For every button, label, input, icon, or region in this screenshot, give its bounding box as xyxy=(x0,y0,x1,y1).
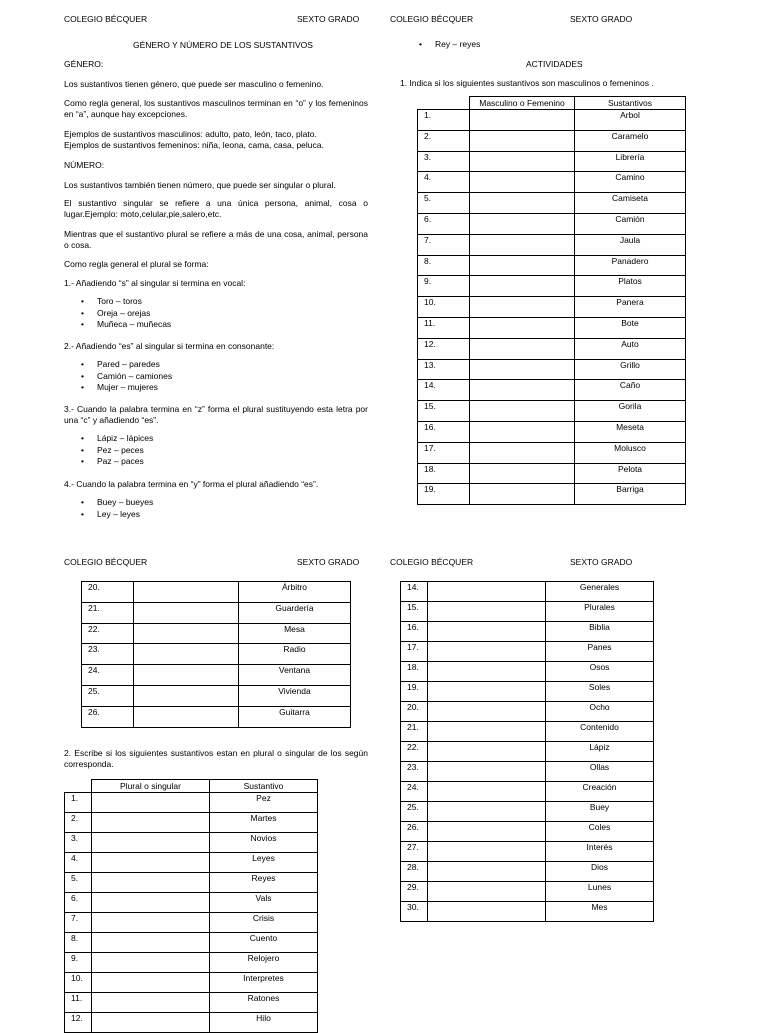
p3-block xyxy=(64,129,368,151)
row-number: 17. xyxy=(401,642,428,662)
noun-cell: Coles xyxy=(546,822,654,842)
noun-cell: Arbol xyxy=(575,110,686,131)
noun-cell: Buey xyxy=(546,802,654,822)
list-item: • Mujer – mujeres xyxy=(81,382,368,394)
genero-section xyxy=(64,59,368,70)
answer-cell[interactable] xyxy=(134,644,239,665)
noun-cell: Mes xyxy=(546,902,654,922)
row-number: 30. xyxy=(401,902,428,922)
list-item: • Camión – camiones xyxy=(81,371,368,383)
noun-cell: Vivienda xyxy=(239,685,351,706)
noun-cell: Caramelo xyxy=(575,130,686,151)
answer-cell[interactable] xyxy=(92,853,210,873)
noun-cell: Soles xyxy=(546,682,654,702)
answer-cell[interactable] xyxy=(470,421,575,442)
answer-cell[interactable] xyxy=(428,702,546,722)
row-number: 1. xyxy=(418,110,470,131)
answer-cell[interactable] xyxy=(470,193,575,214)
row-number: 29. xyxy=(401,882,428,902)
table-row xyxy=(418,151,686,172)
table-number-body xyxy=(65,793,318,1033)
answer-cell[interactable] xyxy=(92,813,210,833)
row-number: 3. xyxy=(418,151,470,172)
row-number: 7. xyxy=(418,234,470,255)
noun-cell: Panes xyxy=(546,642,654,662)
answer-cell[interactable] xyxy=(470,151,575,172)
table-row xyxy=(418,484,686,505)
table-gender xyxy=(417,96,686,505)
answer-cell[interactable] xyxy=(92,913,210,933)
activity2-block xyxy=(64,748,368,770)
table-row xyxy=(418,213,686,234)
table-row xyxy=(418,255,686,276)
rule1-list xyxy=(81,296,368,331)
table-row xyxy=(401,682,654,702)
table-row xyxy=(65,993,318,1013)
answer-cell[interactable] xyxy=(470,110,575,131)
row-number: 28. xyxy=(401,862,428,882)
activities-title: ACTIVIDADES xyxy=(526,59,583,69)
noun-cell: Ollas xyxy=(546,762,654,782)
row-number: 25. xyxy=(401,802,428,822)
answer-cell[interactable] xyxy=(470,172,575,193)
noun-cell: Dios xyxy=(546,862,654,882)
header-school-br: COLEGIO BÉCQUER xyxy=(390,557,474,567)
answer-cell[interactable] xyxy=(134,665,239,686)
noun-cell: Pelota xyxy=(575,463,686,484)
table-row xyxy=(82,582,351,603)
answer-cell[interactable] xyxy=(470,380,575,401)
col-header-noun2: Sustantivo xyxy=(210,780,318,793)
row-number: 3. xyxy=(65,833,92,853)
table-row xyxy=(401,882,654,902)
row-number: 9. xyxy=(65,953,92,973)
table-row xyxy=(418,442,686,463)
rule1-text: 1.- Añadiendo “s” al singular si termina en vocal: xyxy=(64,278,246,288)
noun-cell: Reyes xyxy=(210,873,318,893)
row-number: 11. xyxy=(65,993,92,1013)
row-number: 18. xyxy=(418,463,470,484)
answer-cell[interactable] xyxy=(92,933,210,953)
noun-cell: Gorila xyxy=(575,401,686,422)
table-row xyxy=(418,297,686,318)
row-number: 7. xyxy=(65,913,92,933)
answer-cell[interactable] xyxy=(470,484,575,505)
p4-block xyxy=(64,180,368,191)
table-number-corner xyxy=(65,780,92,793)
p6-block xyxy=(64,229,368,251)
header-grade-br: SEXTO GRADO xyxy=(570,557,633,567)
table-number-continued-body xyxy=(401,582,654,922)
noun-cell: Osos xyxy=(546,662,654,682)
row-number: 20. xyxy=(401,702,428,722)
answer-cell[interactable] xyxy=(470,276,575,297)
p7-block xyxy=(64,259,368,270)
table-number-continued xyxy=(400,581,654,922)
singular-definition: El sustantivo singular se refiere a una única persona, animal, cosa o lugar.Ejemplo: moto,celular,pie,salero,etc. xyxy=(64,198,368,219)
table-row xyxy=(418,380,686,401)
answer-cell[interactable] xyxy=(92,973,210,993)
rule4-list xyxy=(81,497,368,520)
table-row xyxy=(401,782,654,802)
answer-cell[interactable] xyxy=(428,782,546,802)
table-row xyxy=(401,622,654,642)
answer-cell[interactable] xyxy=(428,902,546,922)
list-item: • Paz – paces xyxy=(81,456,368,468)
table-row xyxy=(401,662,654,682)
noun-cell: Panadero xyxy=(575,255,686,276)
activity2-instruction: 2. Escribe si los siguientes sustantivos estan en plural o singular de los según corresponda. xyxy=(64,748,368,769)
noun-cell: Auto xyxy=(575,338,686,359)
noun-cell: Lápiz xyxy=(546,742,654,762)
list-item: • Muñeca – muñecas xyxy=(81,319,368,331)
row-number: 14. xyxy=(401,582,428,602)
noun-cell: Generales xyxy=(546,582,654,602)
noun-cell: Ratones xyxy=(210,993,318,1013)
noun-cell: Hilo xyxy=(210,1013,318,1033)
table-row xyxy=(65,853,318,873)
list-item: • Toro – toros xyxy=(81,296,368,308)
row-number: 27. xyxy=(401,842,428,862)
noun-cell: Biblia xyxy=(546,622,654,642)
answer-cell[interactable] xyxy=(470,255,575,276)
rule3-block xyxy=(64,404,368,468)
row-number: 5. xyxy=(418,193,470,214)
header-school-tr: COLEGIO BÉCQUER xyxy=(390,14,474,24)
noun-cell: Radio xyxy=(239,644,351,665)
row-number: 4. xyxy=(418,172,470,193)
answer-cell[interactable] xyxy=(92,833,210,853)
row-number: 24. xyxy=(401,782,428,802)
table-row xyxy=(401,642,654,662)
table-gender-continued xyxy=(81,581,351,728)
table-row xyxy=(82,665,351,686)
table-row xyxy=(418,172,686,193)
row-number: 21. xyxy=(401,722,428,742)
noun-cell: Mesa xyxy=(239,623,351,644)
answer-cell[interactable] xyxy=(134,602,239,623)
answer-cell[interactable] xyxy=(470,297,575,318)
answer-cell[interactable] xyxy=(134,706,239,727)
table-row xyxy=(401,702,654,722)
noun-cell: Camiseta xyxy=(575,193,686,214)
answer-cell[interactable] xyxy=(428,582,546,602)
noun-cell: Guardería xyxy=(239,602,351,623)
row-number: 11. xyxy=(418,317,470,338)
table-row xyxy=(65,833,318,853)
answer-cell[interactable] xyxy=(92,953,210,973)
row-number: 13. xyxy=(418,359,470,380)
header-grade-tr: SEXTO GRADO xyxy=(570,14,633,24)
row-number: 21. xyxy=(82,602,134,623)
rule3-list xyxy=(81,433,368,468)
table-row xyxy=(401,822,654,842)
noun-cell: Librería xyxy=(575,151,686,172)
table-row xyxy=(418,338,686,359)
activity1-instruction: 1. Indica si los siguientes sustantivos son masculinos o femeninos . xyxy=(400,78,654,88)
row-number: 19. xyxy=(418,484,470,505)
noun-cell: Contenido xyxy=(546,722,654,742)
row-number: 8. xyxy=(418,255,470,276)
list-item: • Ley – leyes xyxy=(81,509,368,521)
answer-cell[interactable] xyxy=(428,722,546,742)
answer-cell[interactable] xyxy=(428,802,546,822)
noun-cell: Camino xyxy=(575,172,686,193)
row-number: 15. xyxy=(401,602,428,622)
answer-cell[interactable] xyxy=(92,893,210,913)
noun-cell: Platos xyxy=(575,276,686,297)
list-item: • Lápiz – lápices xyxy=(81,433,368,445)
table-row xyxy=(418,359,686,380)
rule2-text: 2.- Añadiendo “es” al singular si termina en consonante: xyxy=(64,341,275,351)
noun-cell: Meseta xyxy=(575,421,686,442)
table-gender-corner xyxy=(418,97,470,110)
noun-cell: Martes xyxy=(210,813,318,833)
table-row xyxy=(82,623,351,644)
row-number: 6. xyxy=(65,893,92,913)
row-number: 1. xyxy=(65,793,92,813)
rule2-list xyxy=(81,359,368,394)
row-number: 14. xyxy=(418,380,470,401)
answer-cell[interactable] xyxy=(92,993,210,1013)
row-number: 2. xyxy=(418,130,470,151)
answer-cell[interactable] xyxy=(470,359,575,380)
answer-cell[interactable] xyxy=(92,873,210,893)
header-grade-tl: SEXTO GRADO xyxy=(297,14,360,24)
noun-cell: Interpretes xyxy=(210,973,318,993)
table-row xyxy=(65,913,318,933)
row-number: 6. xyxy=(418,213,470,234)
answer-cell[interactable] xyxy=(428,842,546,862)
noun-cell: Relojero xyxy=(210,953,318,973)
answer-cell[interactable] xyxy=(470,234,575,255)
table-row xyxy=(82,602,351,623)
table-row xyxy=(65,793,318,813)
plural-rule-intro: Como regla general el plural se forma: xyxy=(64,259,209,269)
table-row xyxy=(401,742,654,762)
rule1-block xyxy=(64,278,368,331)
noun-cell: Caño xyxy=(575,380,686,401)
table-row xyxy=(418,317,686,338)
row-number: 16. xyxy=(418,421,470,442)
noun-cell: Cuento xyxy=(210,933,318,953)
row-number: 2. xyxy=(65,813,92,833)
noun-cell: Creación xyxy=(546,782,654,802)
answer-cell[interactable] xyxy=(428,682,546,702)
row-number: 5. xyxy=(65,873,92,893)
row-number: 19. xyxy=(401,682,428,702)
table-row xyxy=(418,463,686,484)
p2-block xyxy=(64,98,368,120)
table-row xyxy=(401,602,654,622)
row-number: 17. xyxy=(418,442,470,463)
row-number: 26. xyxy=(82,706,134,727)
table-row xyxy=(65,873,318,893)
rule2-block xyxy=(64,341,368,394)
noun-cell: Panera xyxy=(575,297,686,318)
list-item: • Oreja – orejas xyxy=(81,308,368,320)
rule3-text: 3.- Cuando la palabra termina en “z” forma el plural sustituyendo esta letra por una “c” y añadiendo “es”. xyxy=(64,404,368,425)
answer-cell[interactable] xyxy=(470,213,575,234)
noun-cell: Interés xyxy=(546,842,654,862)
answer-cell[interactable] xyxy=(428,862,546,882)
col-header-gender: Masculino o Femenino xyxy=(470,97,575,110)
row-number: 8. xyxy=(65,933,92,953)
answer-cell[interactable] xyxy=(428,742,546,762)
header-grade-bl: SEXTO GRADO xyxy=(297,557,360,567)
answer-cell[interactable] xyxy=(470,401,575,422)
p5-block xyxy=(64,198,368,220)
noun-cell: Grillo xyxy=(575,359,686,380)
header-school-bl: COLEGIO BÉCQUER xyxy=(64,557,148,567)
table-row xyxy=(65,973,318,993)
row-number: 23. xyxy=(401,762,428,782)
noun-cell: Árbitro xyxy=(239,582,351,603)
table-row xyxy=(418,401,686,422)
table-row xyxy=(418,130,686,151)
genero-rule: Como regla general, los sustantivos masculinos terminan en “o” y los femeninos en “a”, aunque hay excepciones. xyxy=(64,98,368,119)
answer-cell[interactable] xyxy=(428,662,546,682)
row-number: 23. xyxy=(82,644,134,665)
table-row xyxy=(82,644,351,665)
noun-cell: Ocho xyxy=(546,702,654,722)
table-row xyxy=(65,1013,318,1033)
table-gender-body xyxy=(418,110,686,505)
answer-cell[interactable] xyxy=(470,442,575,463)
noun-cell: Jaula xyxy=(575,234,686,255)
list-item: • Buey – bueyes xyxy=(81,497,368,509)
list-item: • Rey – reyes xyxy=(419,39,480,51)
row-number: 25. xyxy=(82,685,134,706)
numero-section xyxy=(64,160,368,171)
answer-cell[interactable] xyxy=(134,582,239,603)
answer-cell[interactable] xyxy=(428,622,546,642)
answer-cell[interactable] xyxy=(92,793,210,813)
table-row xyxy=(418,110,686,131)
table-row xyxy=(401,722,654,742)
row-number: 24. xyxy=(82,665,134,686)
table-row xyxy=(82,685,351,706)
rule4-text: 4.- Cuando la palabra termina en “y” forma el plural añadiendo “es”. xyxy=(64,479,319,489)
rey-list xyxy=(419,39,480,51)
row-number: 26. xyxy=(401,822,428,842)
noun-cell: Lunes xyxy=(546,882,654,902)
table-row xyxy=(401,762,654,782)
answer-cell[interactable] xyxy=(134,685,239,706)
row-number: 12. xyxy=(418,338,470,359)
table-row xyxy=(65,893,318,913)
genero-intro: Los sustantivos tienen género, que puede ser masculino o femenino. xyxy=(64,79,324,89)
row-number: 12. xyxy=(65,1013,92,1033)
row-number: 4. xyxy=(65,853,92,873)
noun-cell: Guitarra xyxy=(239,706,351,727)
table-row xyxy=(418,234,686,255)
noun-cell: Pez xyxy=(210,793,318,813)
table-row xyxy=(418,421,686,442)
table-row xyxy=(401,582,654,602)
list-item: • Pared – paredes xyxy=(81,359,368,371)
row-number: 20. xyxy=(82,582,134,603)
answer-cell[interactable] xyxy=(470,130,575,151)
noun-cell: Camión xyxy=(575,213,686,234)
table-number xyxy=(64,779,318,1033)
noun-cell: Ventana xyxy=(239,665,351,686)
table-row xyxy=(418,276,686,297)
masculine-examples: Ejemplos de sustantivos masculinos: adulto, pato, león, taco, plato. xyxy=(64,129,317,139)
answer-cell[interactable] xyxy=(428,642,546,662)
noun-cell: Molusco xyxy=(575,442,686,463)
table-row xyxy=(65,933,318,953)
answer-cell[interactable] xyxy=(92,1013,210,1033)
row-number: 15. xyxy=(418,401,470,422)
table-row xyxy=(418,193,686,214)
p1-block xyxy=(64,79,368,90)
numero-label: NÚMERO: xyxy=(64,160,105,170)
table-row xyxy=(401,862,654,882)
answer-cell[interactable] xyxy=(428,602,546,622)
noun-cell: Plurales xyxy=(546,602,654,622)
answer-cell[interactable] xyxy=(470,338,575,359)
rule4-block xyxy=(64,479,368,520)
list-item: • Pez – peces xyxy=(81,445,368,457)
row-number: 10. xyxy=(65,973,92,993)
feminine-examples: Ejemplos de sustantivos femeninos: niña, leona, cama, casa, peluca. xyxy=(64,140,324,150)
genero-label: GÉNERO: xyxy=(64,59,104,69)
row-number: 22. xyxy=(82,623,134,644)
answer-cell[interactable] xyxy=(428,822,546,842)
answer-cell[interactable] xyxy=(428,762,546,782)
numero-intro: Los sustantivos también tienen número, que puede ser singular o plural. xyxy=(64,180,336,190)
col-header-noun: Sustantivos xyxy=(575,97,686,110)
table-row xyxy=(401,842,654,862)
row-number: 10. xyxy=(418,297,470,318)
answer-cell[interactable] xyxy=(428,882,546,902)
header-school-tl: COLEGIO BÉCQUER xyxy=(64,14,148,24)
answer-cell[interactable] xyxy=(470,463,575,484)
noun-cell: Bote xyxy=(575,317,686,338)
answer-cell[interactable] xyxy=(470,317,575,338)
row-number: 22. xyxy=(401,742,428,762)
row-number: 18. xyxy=(401,662,428,682)
table-row xyxy=(401,802,654,822)
col-header-number: Plural o singular xyxy=(92,780,210,793)
plural-definition: Mientras que el sustantivo plural se refiere a más de una cosa, animal, persona o cosa. xyxy=(64,229,368,250)
noun-cell: Vals xyxy=(210,893,318,913)
answer-cell[interactable] xyxy=(134,623,239,644)
noun-cell: Leyes xyxy=(210,853,318,873)
table-row xyxy=(82,706,351,727)
table-row xyxy=(65,953,318,973)
row-number: 9. xyxy=(418,276,470,297)
table-row xyxy=(401,902,654,922)
table-row xyxy=(65,813,318,833)
row-number: 16. xyxy=(401,622,428,642)
page-title: GÉNERO Y NÚMERO DE LOS SUSTANTIVOS xyxy=(133,40,313,50)
noun-cell: Barriga xyxy=(575,484,686,505)
noun-cell: Crisis xyxy=(210,913,318,933)
table-gender-continued-body xyxy=(82,582,351,728)
noun-cell: Novios xyxy=(210,833,318,853)
